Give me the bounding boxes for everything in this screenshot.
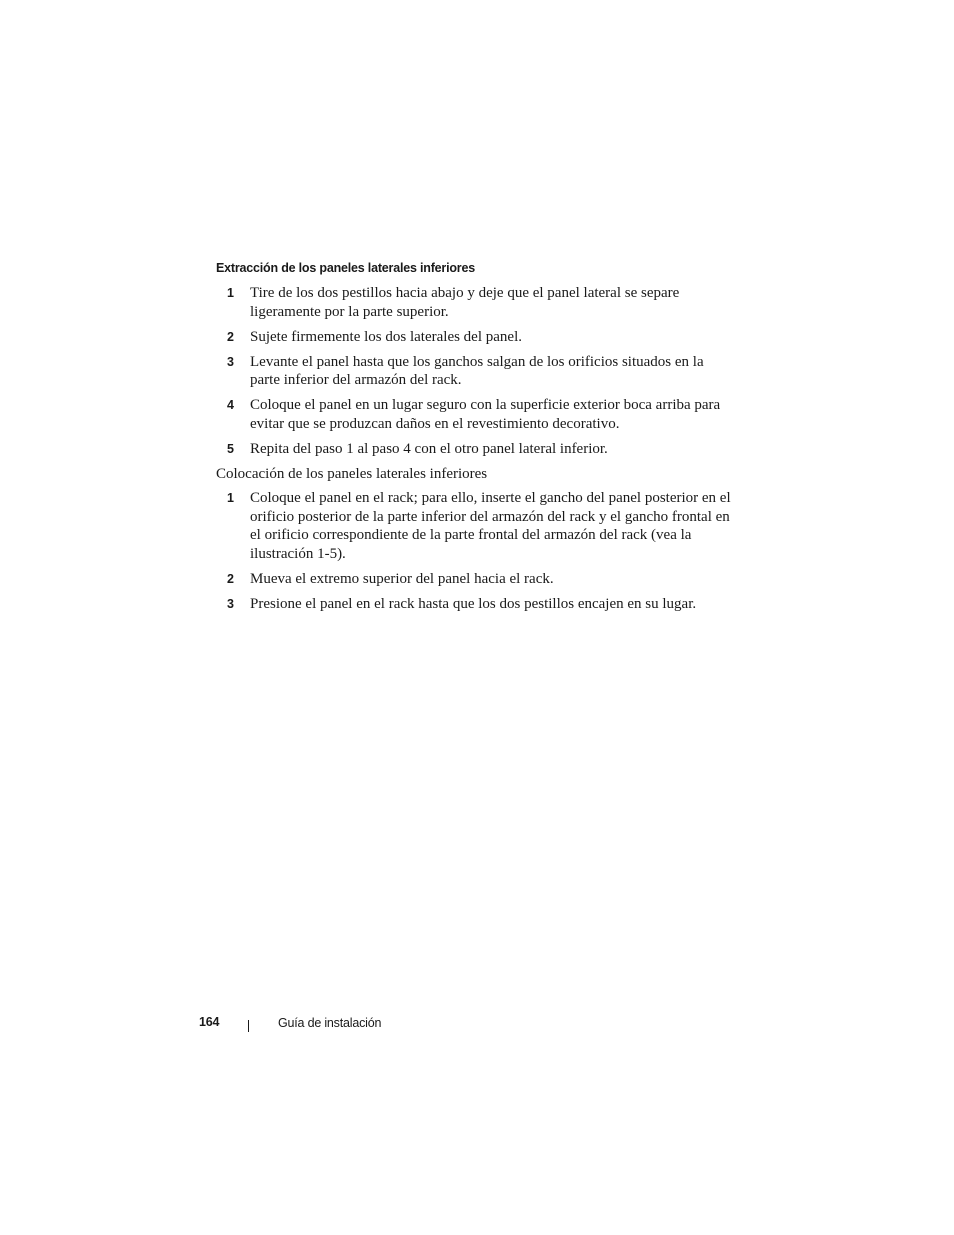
step-text: Coloque el panel en un lugar seguro con la superficie exterior boca arriba para evitar que se produzcan daños en el revestimiento decorativo. (250, 397, 721, 432)
page-number: 164 (199, 1015, 220, 1029)
step-text: Sujete firmemente los dos laterales del panel. (250, 328, 522, 345)
step-text: Coloque el panel en el rack; para ello, inserte el gancho del panel posterior en el orificio posterior de la parte inferior del armazón del rack y el gancho frontal en el orificio correspondiente de la parte frontal del armazón del rack (vea la ilustración 1-5). (250, 490, 731, 562)
list-item (216, 328, 736, 347)
step-number: 3 (227, 596, 234, 611)
step-text: Levante el panel hasta que los ganchos salgan de los orificios situados en la parte inferior del armazón del rack. (250, 353, 704, 388)
step-text: Tire de los dos pestillos hacia abajo y deje que el panel lateral se separe ligeramente por la parte superior. (250, 285, 680, 320)
step-text: Presione el panel en el rack hasta que los dos pestillos encajen en su lugar. (250, 595, 697, 612)
page-footer (199, 1014, 599, 1034)
list-item (216, 353, 736, 390)
list-item (216, 396, 736, 433)
section-heading-installation: Colocación de los paneles laterales inferiores (216, 465, 488, 482)
step-number: 5 (227, 441, 234, 456)
step-number: 3 (227, 354, 234, 369)
step-number: 2 (227, 329, 234, 344)
step-number: 2 (227, 571, 234, 586)
page-content (216, 259, 736, 620)
step-number: 1 (227, 491, 234, 505)
list-item (216, 595, 736, 614)
list-item (216, 489, 736, 563)
section-heading-removal: Extracción de los paneles laterales inferiores (216, 261, 475, 275)
list-item (216, 284, 736, 321)
list-item (216, 440, 736, 459)
step-number: 4 (227, 398, 234, 412)
step-text: Repita del paso 1 al paso 4 con el otro panel lateral inferior. (250, 440, 608, 457)
installation-steps-list (216, 489, 736, 613)
footer-divider (248, 1020, 249, 1032)
footer-title: Guía de instalación (278, 1016, 382, 1030)
step-number: 1 (227, 286, 234, 300)
step-text: Mueva el extremo superior del panel hacia el rack. (250, 570, 554, 587)
removal-steps-list (216, 284, 736, 458)
list-item (216, 570, 736, 589)
